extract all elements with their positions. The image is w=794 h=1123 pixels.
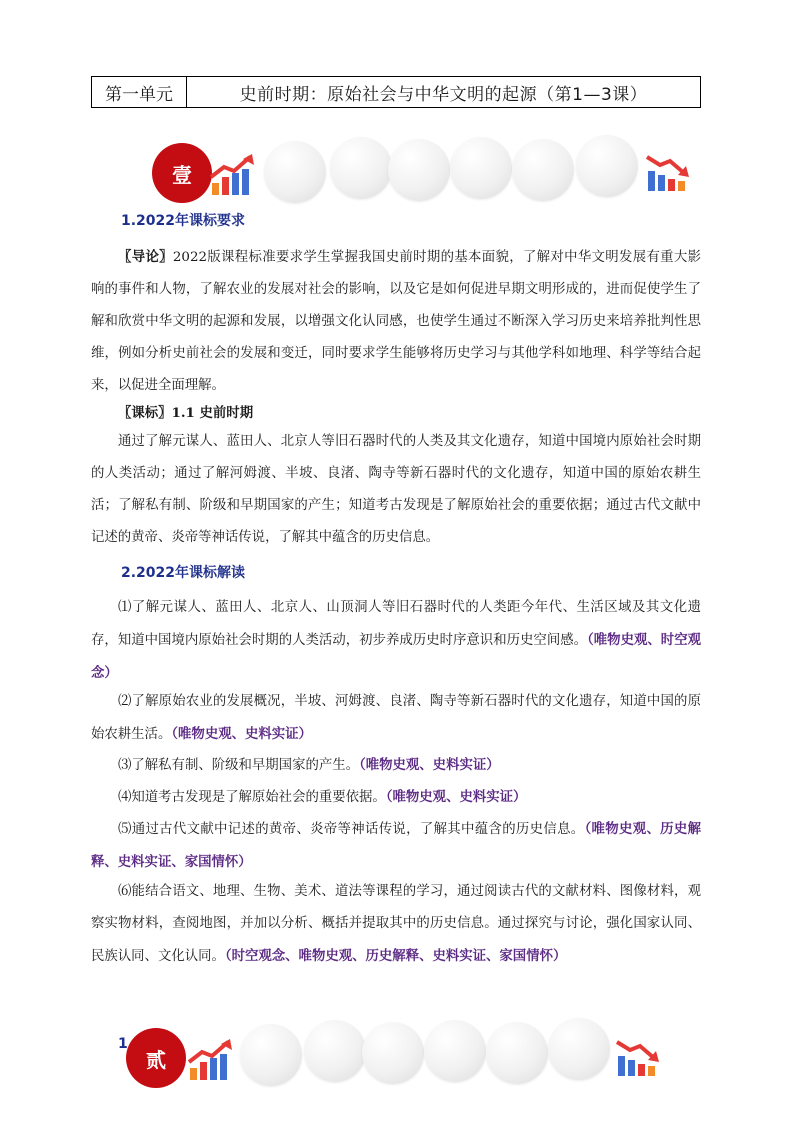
section-banner-2 — [0, 1018, 794, 1088]
banner-bubble — [330, 137, 392, 199]
literacy-tag: （时空观念、唯物史观、历史解释、史料实证、家国情怀） — [224, 948, 567, 964]
growth-chart-icon — [208, 153, 258, 199]
growth-chart-icon — [186, 1038, 236, 1084]
literacy-tag: （唯物史观、历史解释、史料实证、家国情怀） — [91, 821, 701, 870]
guide-label: 〖导论〗 — [118, 249, 173, 265]
unit-label: 第一单元 — [92, 77, 187, 107]
unit-title: 史前时期：原始社会与中华文明的起源（第1—3课） — [239, 84, 648, 105]
banner-bubble — [450, 137, 512, 199]
banner-bubble — [548, 1018, 610, 1080]
interpretation-item: ⑸通过古代文献中记述的黄帝、炎帝等神话传说，了解其中蕴含的历史信息。（唯物史观、历史解释、史料实证、家国情怀） — [91, 821, 701, 870]
section-banner-1 — [0, 135, 794, 205]
banner-bubble — [304, 1020, 366, 1082]
partial-heading: 1 — [118, 1036, 128, 1052]
banner-bubble — [486, 1022, 548, 1084]
decline-chart-icon — [614, 1036, 662, 1078]
literacy-tag: （唯物史观、时空观念） — [91, 632, 701, 681]
banner-bubble — [362, 1022, 424, 1084]
interpretation-item: ⑹能结合语文、地理、生物、美术、道法等课程的学习，通过阅读古代的文献材料、图像材料，观察实物材料，查阅地图，并加以分析、概括并提取其中的历史信息。通过探究与讨论，强化国家认同、民族认同、文化认同。（时空观念、唯物史观、历史解释、史料实证、家国情怀） — [91, 884, 701, 964]
guide-text: 2022版课程标准要求学生掌握我国史前时期的基本面貌，了解对中华文明发展有重大影响的事件和人物，了解农业的发展对社会的影响，以及它是如何促进早期文明形成的，进而促使学生了解和欣赏中华文明的起源和发展，以增强文化认同感，也使学生通过不断深入学习历史来培养批判性思维，例如分析史前社会的发展和变迁，同时要求学生能够将历史学习与其他学科如地理、科学等结合起来，以促进全面理解。 — [91, 250, 702, 393]
banner-bubble — [264, 141, 326, 203]
banner-bubble — [424, 1020, 486, 1082]
literacy-tag: （唯物史观、史料实证） — [359, 757, 500, 773]
unit-title-box — [91, 76, 701, 108]
interpretation-item: ⑷知道考古发现是了解原始社会的重要依据。（唯物史观、史料实证） — [118, 789, 527, 805]
section-heading-1: 1.2022年课标要求 — [121, 213, 246, 229]
guide-paragraph — [91, 241, 701, 402]
interpretation-item: ⑴了解元谋人、蓝田人、北京人、山顶洞人等旧石器时代的人类距今年代、生活区域及其文化遗存，知道中国境内原始社会时期的人类活动，初步养成历史时序意识和历史空间感。（唯物史观、时空观念） — [91, 600, 701, 681]
decline-chart-icon — [644, 151, 692, 193]
curriculum-paragraph: 通过了解元谋人、蓝田人、北京人等旧石器时代的人类及其文化遗存，知道中国境内原始社会时期的人类活动；通过了解河姆渡、半坡、良渚、陶寺等新石器时代的文化遗存，知道中国的原始农耕生活；了解私有制、阶级和早期国家的产生；知道考古发现是了解原始社会的重要依据；通过古代文献中记述的黄帝、炎帝等神话传说，了解其中蕴含的历史信息。 — [91, 434, 701, 545]
literacy-tag: （唯物史观、史料实证） — [385, 789, 527, 805]
curriculum-label: 〖课标〗1.1 史前时期 — [118, 405, 254, 421]
banner-bubble — [512, 139, 574, 201]
section-heading-2: 2.2022年课标解读 — [121, 565, 246, 581]
literacy-tag: （唯物史观、史料实证） — [171, 726, 312, 742]
section-badge-1: 壹 — [152, 143, 212, 203]
interpretation-item: ⑶了解私有制、阶级和早期国家的产生。（唯物史观、史料实证） — [118, 757, 500, 773]
interpretation-item: ⑵了解原始农业的发展概况，半坡、河姆渡、良渚、陶寺等新石器时代的文化遗存，知道中国的原始农耕生活。（唯物史观、史料实证） — [91, 694, 701, 742]
banner-bubble — [240, 1024, 302, 1086]
section-badge-2: 贰 — [126, 1028, 186, 1088]
banner-bubble — [576, 135, 638, 197]
banner-bubble — [388, 139, 450, 201]
